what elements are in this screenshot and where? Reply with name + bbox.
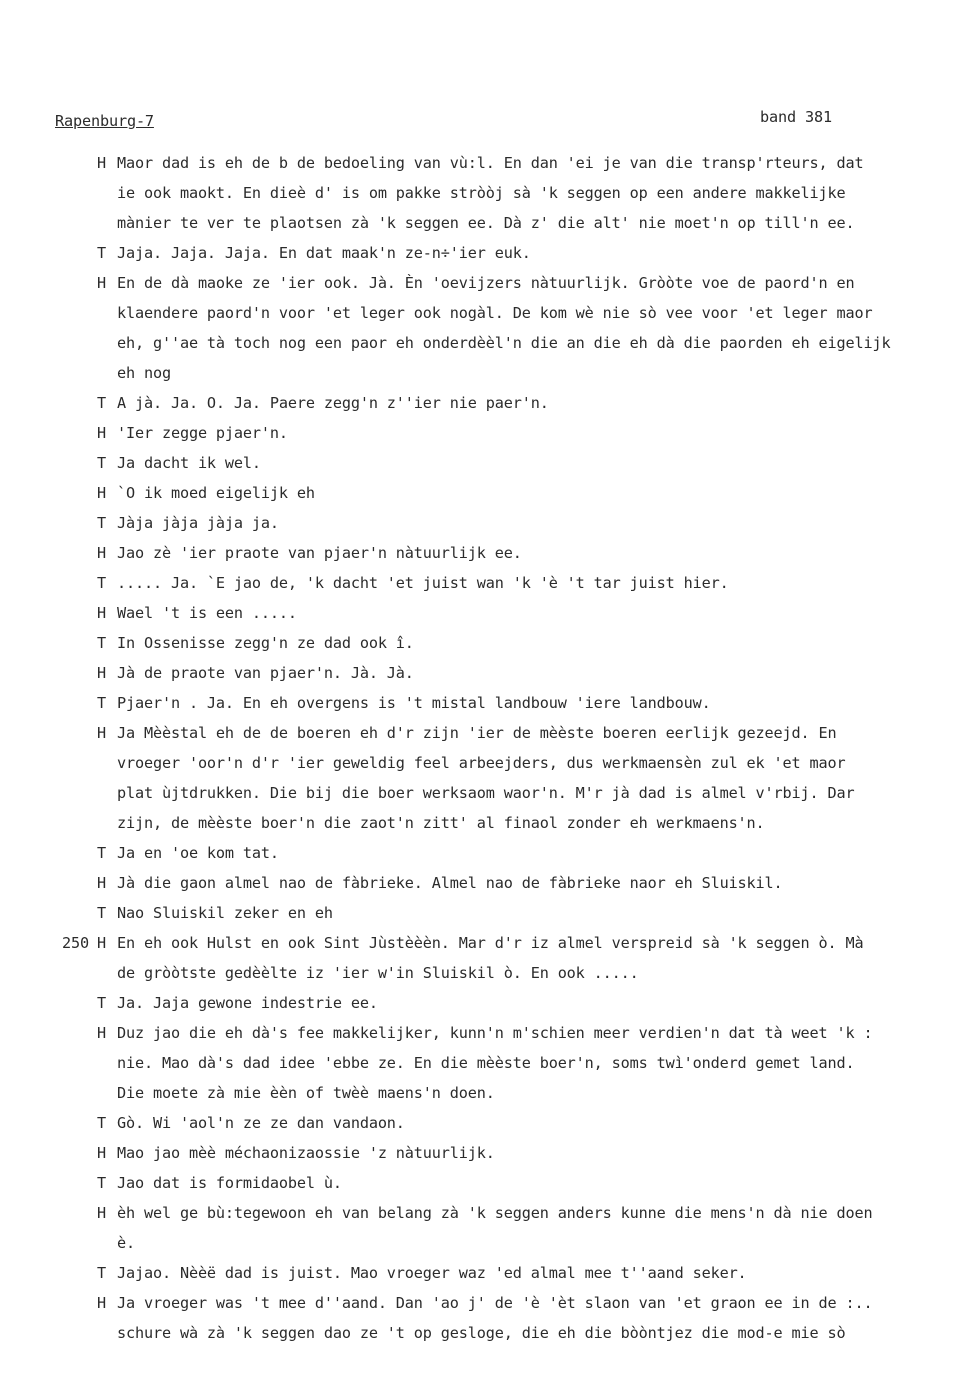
transcript-line: zijn, de mèèste boer'n die zaot'n zitt' al finaol zonder eh werkmaens'n. (117, 814, 765, 832)
speaker-label: T (97, 994, 106, 1012)
transcript-turn (0, 688, 979, 718)
transcript-line: Wael 't is een ..... (117, 604, 297, 622)
speaker-label: T (97, 514, 106, 532)
transcript-turn (0, 238, 979, 268)
transcript-line: Die moete zà mie èèn of twèè maens'n doen. (117, 1084, 495, 1102)
transcript-turn (0, 268, 979, 388)
transcript-turn (0, 568, 979, 598)
transcript-line: eh nog (117, 364, 171, 382)
transcript-turn (0, 868, 979, 898)
speaker-label: H (97, 1024, 106, 1042)
speaker-label: T (97, 574, 106, 592)
transcript-line: è. (117, 1234, 135, 1252)
speaker-label: T (97, 244, 106, 262)
transcript-line: Maor dad is eh de b de bedoeling van vù:l. En dan 'ei je van die transp'rteurs, dat (117, 154, 864, 172)
transcript-turn (0, 418, 979, 448)
speaker-label: T (97, 904, 106, 922)
speaker-label: H (97, 424, 106, 442)
speaker-label: H (97, 484, 106, 502)
transcript-line: Ja en 'oe kom tat. (117, 844, 279, 862)
transcript-turn (0, 1258, 979, 1288)
speaker-label: T (97, 394, 106, 412)
transcript-line: En eh ook Hulst en ook Sint Jùstèèèn. Mar d'r iz almel verspreid sà 'k seggen ò. Mà (117, 934, 864, 952)
speaker-label: T (97, 844, 106, 862)
transcript-line: Jao zè 'ier praote van pjaer'n nàtuurlijk ee. (117, 544, 522, 562)
speaker-label: T (97, 1264, 106, 1282)
tape-number: band 381 (760, 108, 832, 126)
transcript-turn (0, 718, 979, 838)
transcript-turn (0, 1138, 979, 1168)
transcript-line: schure wà zà 'k seggen dao ze 't op gesloge, die eh die bòòntjez die mod-e mie sò (117, 1324, 846, 1342)
transcript-line: nie. Mao dà's dad idee 'ebbe ze. En die mèèste boer'n, soms twì'onderd gemet land. (117, 1054, 855, 1072)
document-title: Rapenburg-7 (55, 112, 154, 130)
transcript-line: ..... Ja. `E jao de, 'k dacht 'et juist wan 'k 'è 't tar juist hier. (117, 574, 729, 592)
transcript-line: Jàja jàja jàja ja. (117, 514, 279, 532)
transcript-line: In Ossenisse zegg'n ze dad ook î. (117, 634, 414, 652)
transcript-line: Jaja. Jaja. Jaja. En dat maak'n ze-n÷'ier euk. (117, 244, 531, 262)
speaker-label: H (97, 724, 106, 742)
speaker-label: H (97, 1144, 106, 1162)
transcript-line: `O ik moed eigelijk eh (117, 484, 315, 502)
speaker-label: H (97, 664, 106, 682)
transcript-turn (0, 508, 979, 538)
speaker-label: H (97, 934, 106, 952)
transcript-line: Jà die gaon almel nao de fàbrieke. Almel nao de fàbrieke naor eh Sluiskil. (117, 874, 783, 892)
transcript-line: Jà de praote van pjaer'n. Jà. Jà. (117, 664, 414, 682)
transcript-line: Pjaer'n . Ja. En eh overgens is 't mistal landbouw 'iere landbouw. (117, 694, 711, 712)
transcript-line: plat ùjtdrukken. Die bij die boer werksaom waor'n. M'r jà dad is almel v'rbij. Dar (117, 784, 855, 802)
transcript-line: Ja Mèèstal eh de de boeren eh d'r zijn 'ier de mèèste boeren eerlijk gezeejd. En (117, 724, 837, 742)
transcript-line: ie ook maokt. En dieè d' is om pakke stròòj sà 'k seggen op een andere makkelijke (117, 184, 846, 202)
speaker-label: H (97, 604, 106, 622)
speaker-label: T (97, 634, 106, 652)
transcript-line: Gò. Wi 'aol'n ze ze dan vandaon. (117, 1114, 405, 1132)
transcript-line: èh wel ge bù:tegewoon eh van belang zà 'k seggen anders kunne die mens'n dà nie doen (117, 1204, 873, 1222)
transcript-line: Mao jao mèè méchaonizaossie 'z nàtuurlijk. (117, 1144, 495, 1162)
transcript-turn (0, 478, 979, 508)
transcript-turn (0, 628, 979, 658)
transcript-turn (0, 1018, 979, 1108)
speaker-label: T (97, 694, 106, 712)
speaker-label: H (97, 874, 106, 892)
speaker-label: T (97, 1174, 106, 1192)
line-number: 250 (62, 934, 89, 952)
transcript-line: Duz jao die eh dà's fee makkelijker, kunn'n m'schien meer verdien'n dat tà weet 'k : (117, 1024, 873, 1042)
transcript-line: 'Ier zegge pjaer'n. (117, 424, 288, 442)
transcript-turn (0, 838, 979, 868)
transcript-turn (0, 148, 979, 238)
transcript-turn (0, 1168, 979, 1198)
transcript-line: Jao dat is formidaobel ù. (117, 1174, 342, 1192)
transcript-turn (0, 1108, 979, 1138)
transcript-line: Ja vroeger was 't mee d''aand. Dan 'ao j' de 'è 'èt slaon van 'et graon ee in de :.. (117, 1294, 873, 1312)
transcript-line: mànier te ver te plaotsen zà 'k seggen ee. Dà z' die alt' nie moet'n op till'n ee. (117, 214, 855, 232)
transcript-turn (0, 988, 979, 1018)
transcript-turn (0, 388, 979, 418)
transcript-turn (0, 1198, 979, 1258)
transcript-line: Jajao. Nèèë dad is juist. Mao vroeger waz 'ed almal mee t''aand seker. (117, 1264, 747, 1282)
speaker-label: T (97, 1114, 106, 1132)
transcript-turn (0, 1288, 979, 1348)
speaker-label: T (97, 454, 106, 472)
transcript-line: de gròòtste gedèèlte iz 'ier w'in Sluiskil ò. En ook ..... (117, 964, 639, 982)
transcript-line: Nao Sluiskil zeker en eh (117, 904, 333, 922)
transcript-turn (0, 658, 979, 688)
transcript-line: Ja dacht ik wel. (117, 454, 261, 472)
transcript-line: A jà. Ja. O. Ja. Paere zegg'n z''ier nie paer'n. (117, 394, 549, 412)
transcript-turn (0, 598, 979, 628)
speaker-label: H (97, 1204, 106, 1222)
transcript-turn (0, 898, 979, 928)
transcript-turn (0, 928, 979, 988)
transcript-line: eh, g''ae tà toch nog een paor eh onderdèèl'n die an die eh dà die paorden eh eigelijk (117, 334, 891, 352)
transcript-turn (0, 538, 979, 568)
transcript-line: Ja. Jaja gewone indestrie ee. (117, 994, 378, 1012)
speaker-label: H (97, 274, 106, 292)
transcript-line: vroeger 'oor'n d'r 'ier geweldig feel arbeejders, dus werkmaensèn zul ek 'et maor (117, 754, 846, 772)
transcript-turn (0, 448, 979, 478)
transcript-line: klaendere paord'n voor 'et leger ook nogàl. De kom wè nie sò vee voor 'et leger maor (117, 304, 873, 322)
transcript (0, 148, 979, 1348)
speaker-label: H (97, 1294, 106, 1312)
transcript-line: En de dà maoke ze 'ier ook. Jà. Èn 'oevijzers nàtuurlijk. Gròòte voe de paord'n en (117, 274, 855, 292)
speaker-label: H (97, 154, 106, 172)
speaker-label: H (97, 544, 106, 562)
